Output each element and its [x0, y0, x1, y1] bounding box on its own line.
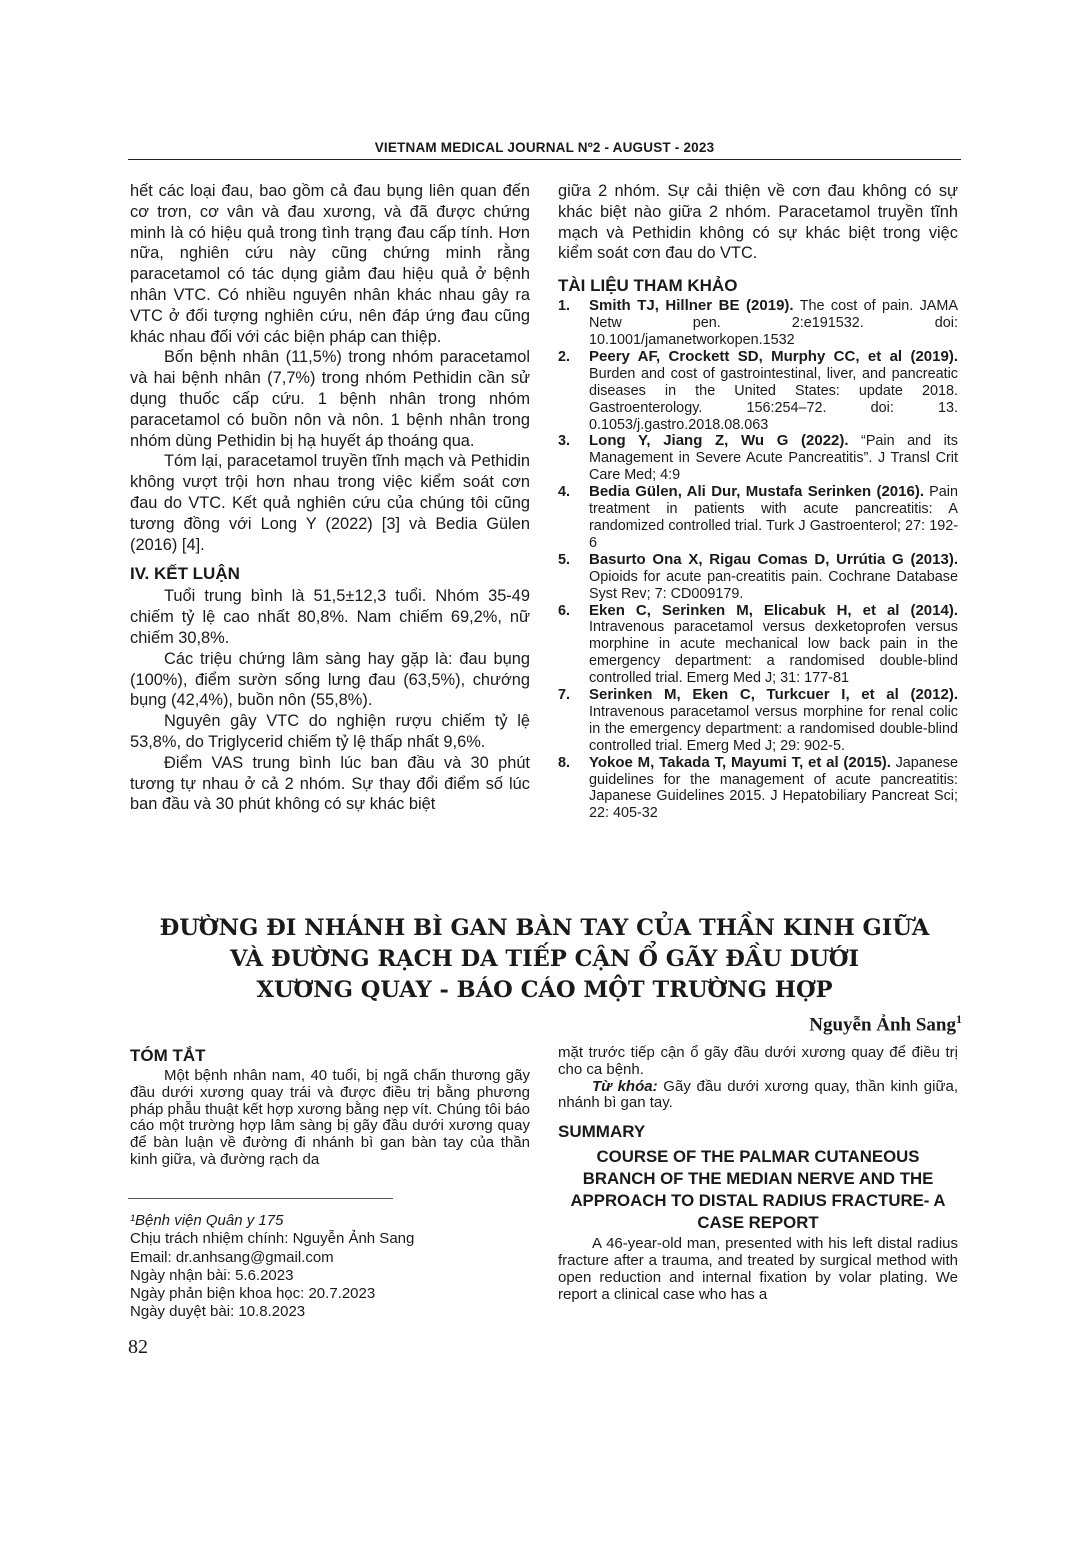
- paragraph: Các triệu chứng lâm sàng hay gặp là: đau bụng (100%), điểm sườn sống lưng đau (63,5%), chướng bụng (42,4%), buồn nôn (55,8%).: [130, 649, 530, 710]
- abstract-right-column: [558, 1045, 958, 1303]
- paragraph: Bốn bệnh nhân (11,5%) trong nhóm paracetamol và hai bệnh nhân (7,7%) trong nhóm Pethidin cần sử dụng thuốc cấp cứu. 1 bệnh nhân trong nhóm paracetamol có buồn nôn và nôn. 1 bệnh nhân trong nhóm dùng Pethidin bị hạ huyết áp thoáng qua.: [130, 348, 530, 450]
- section-heading-conclusion: IV. KẾT LUẬN: [130, 564, 240, 584]
- abstract-text: mặt trước tiếp cận ổ gãy đầu dưới xương quay để điều trị cho ca bệnh.: [558, 1044, 958, 1078]
- left-column: [130, 181, 530, 815]
- footnote-responsible: Chịu trách nhiệm chính: Nguyễn Ảnh Sang: [130, 1230, 415, 1248]
- footnotes: [130, 1212, 530, 1322]
- abstract-text: Một bệnh nhân nam, 40 tuổi, bị ngã chấn thương gãy đầu dưới xương quay trái và được điều trị bằng phương pháp phẫu thuật kết hợp xương bằng nẹp vít. Chúng tôi báo cáo một trường hợp lâm sàng bị gãy đầu dưới xương quay để bàn luận về đường đi nhánh bì gan bàn tay của thần kinh giữa, và đường rạch da: [130, 1067, 531, 1168]
- article-title: ĐƯỜNG ĐI NHÁNH BÌ GAN BÀN TAY CỦA THẦN KINH GIỮA VÀ ĐƯỜNG RẠCH DA TIẾP CẬN Ổ GÃY ĐẦU DƯỚI XƯƠNG QUAY - BÁO CÁO MỘT TRƯỜNG HỢP: [159, 915, 930, 1003]
- reference-item: 8. Yokoe M, Takada T, Mayumi T, et al (2015). Japanese guidelines for the management of acute pancreatitis: Japanese Guidelines 2015. J Hepatobiliary Pancreat Sci; 22: 405-32: [558, 753, 958, 822]
- footnote-rule: [128, 1198, 393, 1199]
- footnote-received: Ngày nhận bài: 5.6.2023: [130, 1266, 294, 1284]
- paragraph: giữa 2 nhóm. Sự cải thiện về cơn đau không có sự khác biệt nào giữa 2 nhóm. Paracetamol truyền tĩnh mạch và Pethidin không có sự khác biệt trong việc kiểm soát cơn đau do VTC.: [558, 182, 958, 263]
- reference-item: 7. Serinken M, Eken C, Turkcuer I, et al (2012). Intravenous paracetamol versus morphine for renal colic in the emergency department: a randomised double-blind controlled trial. Emerg Med J; 29: 902-5.: [558, 686, 958, 754]
- summary-text: A 46-year-old man, presented with his left distal radius fracture after a trauma, and treated by surgical method with open reduction and internal fixation by volar plating. We report a clinical case who has a: [558, 1235, 958, 1303]
- references-list: [558, 298, 958, 822]
- abstract-heading: TÓM TẮT: [130, 1046, 206, 1065]
- reference-item: 6. Eken C, Serinken M, Elicabuk H, et al (2014). Intravenous paracetamol versus dexketoprofen versus morphine in acute mechanical low back pain in the emergency department: a randomised double-blind controlled trial. Emerg Med J; 31: 177-81: [558, 601, 958, 687]
- paragraph: Tóm lại, paracetamol truyền tĩnh mạch và Pethidin không vượt trội hơn nhau trong việc kiểm soát cơn đau do VTC. Kết quả nghiên cứu của chúng tôi cũng tương đồng với Long Y (2022) [3] và Bedia Gülen (2016) [4].: [130, 452, 530, 554]
- footnote-affiliation: ¹Bệnh viện Quân y 175: [130, 1212, 284, 1229]
- header-rule: [128, 159, 961, 160]
- footnote-accepted: Ngày duyệt bài: 10.8.2023: [130, 1303, 306, 1321]
- reference-item: 3. Long Y, Jiang Z, Wu G (2022). “Pain and its Management in Severe Acute Pancreatitis”. J Transl Crit Care Med; 4:9: [558, 432, 958, 484]
- page-number: 82: [128, 1336, 148, 1358]
- reference-item: 5. Basurto Ona X, Rigau Comas D, Urrútia G (2013). Opioids for acute pan-creatitis pain. Cochrane Database Syst Rev; 7: CD009179.: [558, 550, 958, 602]
- right-column: [558, 181, 958, 822]
- reference-item: 2. Peery AF, Crockett SD, Murphy CC, et al (2019). Burden and cost of gastrointestinal, liver, and pancreatic diseases in the United States: update 2018. Gastroenterology. 156:254–72. doi: 13. 0.1053/j.gastro.2018.08.063: [558, 347, 958, 433]
- abstract-left-column: [130, 1046, 530, 1169]
- references-heading: TÀI LIỆU THAM KHẢO: [558, 276, 738, 296]
- paragraph: hết các loại đau, bao gồm cả đau bụng liên quan đến cơ trơn, cơ vân và đau xương, và đã được chứng minh là có hiệu quả trong tình trạng đau cấp tính. Hơn nữa, nghiên cứu này cũng chứng minh rằng paracetamol có tác dụng giảm đau hiệu quả ở bệnh nhân VTC. Có nhiều nguyên nhân khác nhau gây ra VTC ở đối tượng nghiên cứu, nên đáp ứng đau cũng khác nhau đối với các biện pháp can thiệp.: [130, 182, 530, 346]
- keywords: Từ khóa: Gãy đầu dưới xương quay, thần kinh giữa, nhánh bì gan tay.: [558, 1077, 958, 1112]
- summary-title: COURSE OF THE PALMAR CUTANEOUS BRANCH OF THE MEDIAN NERVE AND THE APPROACH TO DISTAL RADIUS FRACTURE- A CASE REPORT: [570, 1147, 946, 1233]
- paragraph: Tuổi trung bình là 51,5±12,3 tuổi. Nhóm 35-49 chiếm tỷ lệ cao nhất 80,8%. Nam chiếm 69,2%, nữ chiếm 30,8%.: [130, 587, 530, 647]
- summary-heading: SUMMARY: [558, 1122, 646, 1142]
- footnote-email: Email: dr.anhsang@gmail.com: [130, 1248, 334, 1266]
- paragraph: Nguyên gây VTC do nghiện rượu chiếm tỷ lệ 53,8%, do Triglycerid chiếm tỷ lệ thấp nhất 9,6%.: [130, 712, 530, 751]
- reference-item: 1. Smith TJ, Hillner BE (2019). The cost of pain. JAMA Netw pen. 2:e191532. doi: 10.1001/jamanetworkopen.1532: [558, 297, 958, 348]
- article-author: Nguyễn Ảnh Sang$^1$: [809, 1012, 962, 1036]
- reference-item: 4. Bedia Gülen, Ali Dur, Mustafa Serinken (2016). Pain treatment in patients with acute pancreatitis: A randomized controlled trial. Turk J Gastroenterol; 27: 192-6: [558, 483, 958, 551]
- footnote-reviewed: Ngày phản biện khoa học: 20.7.2023: [130, 1285, 376, 1303]
- paragraph: Điểm VAS trung bình lúc ban đầu và 30 phút tương tự nhau ở cả 2 nhóm. Sự thay đổi điểm số lúc ban đầu và 30 phút không có sự khác biệt: [130, 753, 530, 814]
- journal-header: VIETNAM MEDICAL JOURNAL Nº2 - AUGUST - 2023: [374, 140, 715, 155]
